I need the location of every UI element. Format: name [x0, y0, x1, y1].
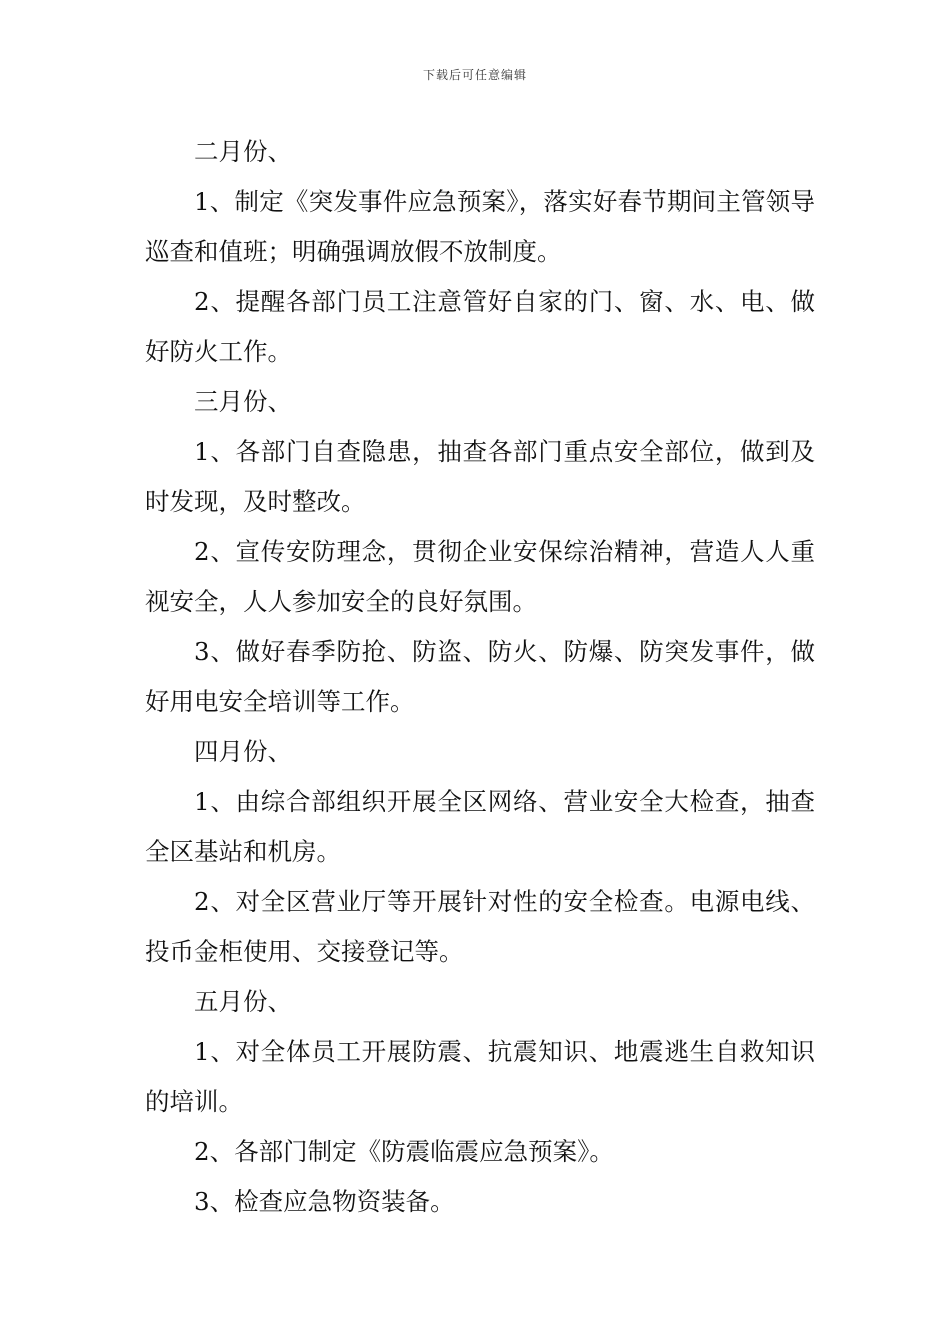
paragraph: 2、宣传安防理念，贯彻企业安保综治精神，营造人人重视安全，人人参加安全的良好氛围。 — [145, 537, 815, 616]
header-note: 下载后可任意编辑 — [422, 68, 527, 82]
paragraph: 2、提醒各部门员工注意管好自家的门、窗、水、电、做好防火工作。 — [145, 287, 815, 366]
section-heading-may: 五月份、 — [194, 987, 292, 1016]
paragraph: 2、各部门制定《防震临震应急预案》。 — [194, 1137, 614, 1166]
section-heading-march: 三月份、 — [194, 387, 292, 416]
document-body — [145, 127, 815, 1227]
paragraph: 3、做好春季防抢、防盗、防火、防爆、防突发事件，做好用电安全培训等工作。 — [145, 637, 815, 716]
paragraph: 1、对全体员工开展防震、抗震知识、地震逃生自救知识的培训。 — [145, 1037, 815, 1116]
paragraph: 1、由综合部组织开展全区网络、营业安全大检查，抽查全区基站和机房。 — [145, 787, 815, 866]
paragraph: 3、检查应急物资装备。 — [194, 1187, 455, 1216]
paragraph: 1、制定《突发事件应急预案》，落实好春节期间主管领导巡查和值班；明确强调放假不放制度。 — [145, 187, 815, 266]
section-heading-april: 四月份、 — [194, 737, 292, 766]
paragraph: 2、对全区营业厅等开展针对性的安全检查。电源电线、投币金柜使用、交接登记等。 — [145, 887, 815, 966]
section-heading-february: 二月份、 — [194, 137, 292, 166]
paragraph: 1、各部门自查隐患，抽查各部门重点安全部位，做到及时发现，及时整改。 — [145, 437, 815, 516]
